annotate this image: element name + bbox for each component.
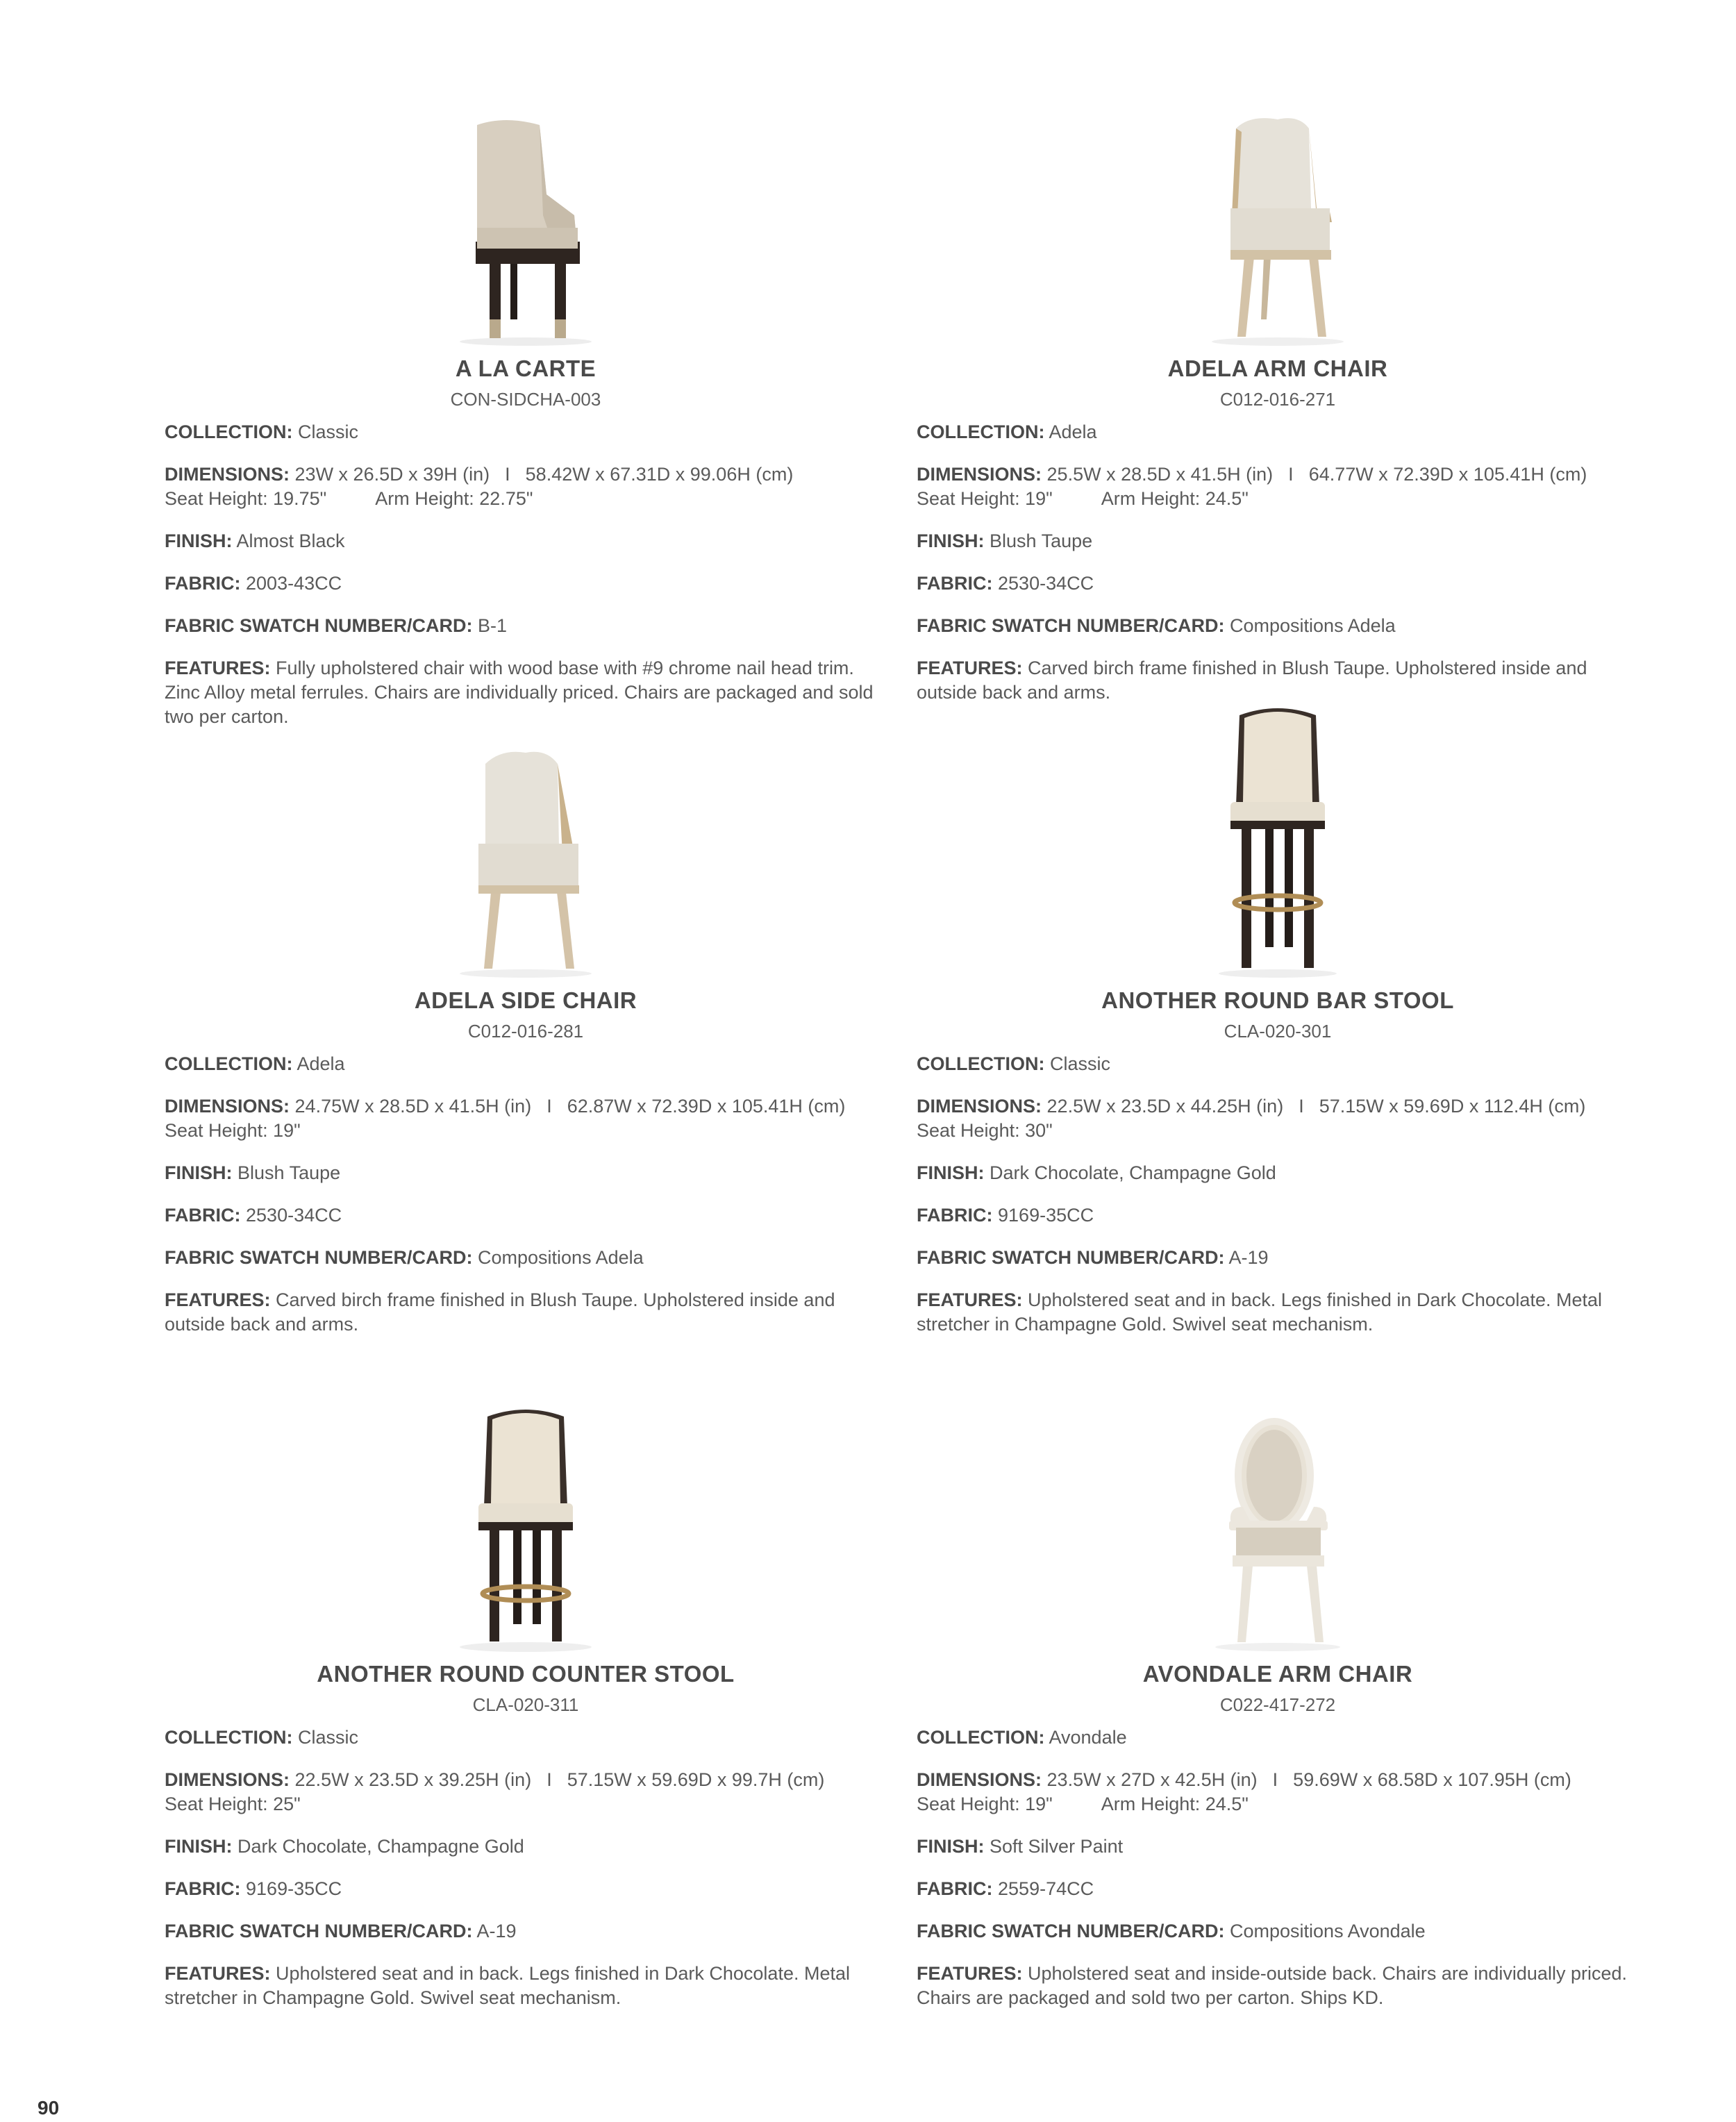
product-code: C012-016-281 — [467, 1021, 584, 1042]
product-card-another-round-bar-stool — [917, 722, 1639, 1337]
product-name: AVONDALE ARM CHAIR — [1142, 1661, 1413, 1687]
finish-row: FINISH: Soft Silver Paint — [917, 1836, 1124, 1857]
features-row: FEATURES: Carved birch frame finished in Blush Taupe. Upholstered inside and outside back and arms. — [165, 1289, 835, 1335]
dimensions-row: DIMENSIONS: 25.5W x 28.5D x 41.5H (in) I 64.77W x 72.39D x 105.41H (cm) Seat Height: 19" Arm Height: 24.5" — [917, 464, 1587, 509]
collection-row: COLLECTION: Classic — [917, 1053, 1111, 1074]
fabric-row: FABRIC: 2559-74CC — [917, 1878, 1094, 1899]
product-image — [165, 1396, 887, 1653]
collection-row: COLLECTION: Classic — [165, 421, 359, 442]
features-row: FEATURES: Upholstered seat and in back. Legs finished in Dark Chocolate. Metal stretcher in Champagne Gold. Swivel seat mechanism. — [165, 1963, 850, 2008]
swatch-row: FABRIC SWATCH NUMBER/CARD: A-19 — [917, 1247, 1269, 1268]
finish-row: FINISH: Blush Taupe — [917, 530, 1093, 551]
chair-illustration — [435, 111, 616, 347]
product-code: CLA-020-311 — [472, 1694, 579, 1715]
features-row: FEATURES: Upholstered seat and inside-outside back. Chairs are individually priced. Chairs are packaged and sold two per carton. Ships KD. — [917, 1963, 1627, 2008]
product-name: A LA CARTE — [455, 356, 596, 381]
features-row: FEATURES: Carved birch frame finished in Blush Taupe. Upholstered inside and outside back and arms. — [917, 658, 1587, 703]
product-name: ADELA ARM CHAIR — [1167, 356, 1388, 381]
collection-row: COLLECTION: Adela — [165, 1053, 345, 1074]
product-image — [165, 90, 887, 347]
collection-value: Classic — [298, 421, 359, 442]
swatch-row: FABRIC SWATCH NUMBER/CARD: Compositions Avondale — [917, 1921, 1426, 1941]
fabric-row: FABRIC: 9169-35CC — [917, 1205, 1094, 1226]
dimensions-row: DIMENSIONS: 22.5W x 23.5D x 44.25H (in) I 57.15W x 59.69D x 112.4H (cm) Seat Height: 30" — [917, 1096, 1586, 1141]
chair-illustration — [1187, 111, 1368, 347]
dimensions-row: DIMENSIONS: 23W x 26.5D x 39H (in) I 58.42W x 67.31D x 99.06H (cm) Seat Height: 19.75" Arm Height: 22.75" — [165, 464, 794, 509]
finish-row: FINISH: Dark Chocolate, Champagne Gold — [917, 1162, 1276, 1183]
product-card-adela-side-chair — [165, 722, 887, 1337]
fabric-row: FABRIC: 2530-34CC — [917, 573, 1094, 594]
product-card-another-round-counter-stool — [165, 1396, 887, 2010]
dimensions-row: DIMENSIONS: 22.5W x 23.5D x 39.25H (in) I 57.15W x 59.69D x 99.7H (cm) Seat Height: 25" — [165, 1769, 825, 1814]
product-image — [917, 90, 1639, 347]
features-row: FEATURES: Upholstered seat and in back. Legs finished in Dark Chocolate. Metal stretcher in Champagne Gold. Swivel seat mechanism. — [917, 1289, 1602, 1335]
fabric-row: FABRIC: 9169-35CC — [165, 1878, 342, 1899]
product-image — [917, 701, 1639, 979]
product-image — [165, 722, 887, 979]
page-number: 90 — [37, 2097, 60, 2119]
dimensions-row: DIMENSIONS: 23.5W x 27D x 42.5H (in) I 59.69W x 68.58D x 107.95H (cm) Seat Height: 19" Arm Height: 24.5" — [917, 1769, 1571, 1814]
product-card-avondale-arm-chair — [917, 1396, 1639, 2010]
finish-row: FINISH: Blush Taupe — [165, 1162, 341, 1183]
swatch-row: FABRIC SWATCH NUMBER/CARD: B-1 — [165, 615, 508, 636]
chair-illustration — [1187, 1417, 1368, 1653]
finish-row: FINISH: Dark Chocolate, Champagne Gold — [165, 1836, 524, 1857]
fabric-row: FABRIC: 2530-34CC — [165, 1205, 342, 1226]
product-name: ADELA SIDE CHAIR — [414, 987, 637, 1013]
stool-illustration — [1187, 701, 1368, 979]
dimensions-row: DIMENSIONS: 24.75W x 28.5D x 41.5H (in) I 62.87W x 72.39D x 105.41H (cm) Seat Height: 19" — [165, 1096, 846, 1141]
collection-row: COLLECTION: Classic — [165, 1727, 359, 1748]
stool-illustration — [435, 1403, 616, 1653]
fabric-row: FABRIC: 2003-43CC — [165, 573, 342, 594]
chair-illustration — [435, 743, 616, 979]
collection-row: COLLECTION: Avondale — [917, 1727, 1127, 1748]
product-code: C022-417-272 — [1219, 1694, 1336, 1715]
product-code: CON-SIDCHA-003 — [450, 389, 601, 410]
features-row: FEATURES: Fully upholstered chair with wood base with #9 chrome nail head trim. Zinc Alloy metal ferrules. Chairs are individually priced. Chairs are packaged and sold two per carton. — [165, 658, 874, 727]
product-name: ANOTHER ROUND BAR STOOL — [1101, 987, 1454, 1013]
product-card-adela-arm-chair — [917, 90, 1639, 705]
collection-row: COLLECTION: Adela — [917, 421, 1097, 442]
product-image — [917, 1396, 1639, 1653]
product-name: ANOTHER ROUND COUNTER STOOL — [317, 1661, 735, 1687]
swatch-row: FABRIC SWATCH NUMBER/CARD: A-19 — [165, 1921, 517, 1941]
finish-row: FINISH: Almost Black — [165, 530, 345, 551]
product-card-a-la-carte — [165, 90, 887, 729]
swatch-row: FABRIC SWATCH NUMBER/CARD: Compositions Adela — [917, 615, 1396, 636]
product-code: C012-016-271 — [1219, 389, 1336, 410]
product-code: CLA-020-301 — [1224, 1021, 1332, 1042]
swatch-row: FABRIC SWATCH NUMBER/CARD: Compositions Adela — [165, 1247, 644, 1268]
